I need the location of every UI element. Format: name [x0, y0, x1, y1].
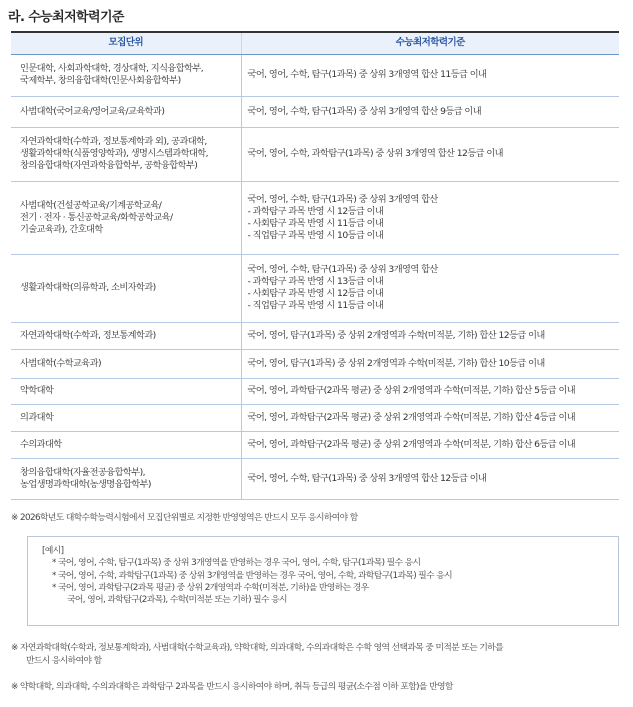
unit-text: 사범대학(건설공학교육/기계공학교육/	[20, 199, 162, 211]
unit-text: 의과대학	[20, 411, 54, 423]
criteria-cell	[241, 431, 619, 458]
unit-cell	[11, 322, 241, 349]
example-item: * 국어, 영어, 과학탐구(2과목 평균) 중 상위 2개영역과 수학(미적분, 기하)을 반영하는 경우	[52, 582, 369, 593]
example-item: * 국어, 영어, 수학, 탐구(1과목) 중 상위 3개영역을 반영하는 경우 국어, 영어, 수학, 탐구(1과목) 필수 응시	[52, 558, 421, 569]
criteria-text: - 직업탐구 과목 반영 시 10등급 이내	[247, 229, 384, 241]
criteria-table	[11, 31, 619, 500]
table-row	[11, 458, 619, 499]
table-row	[11, 254, 619, 322]
criteria-text: 국어, 영어, 수학, 탐구(1과목) 중 상위 3개영역 합산	[247, 264, 438, 275]
unit-text: 인문대학, 사회과학대학, 경상대학, 지식융합학부,	[20, 63, 204, 74]
section-title: 라. 수능최저학력기준	[8, 10, 124, 25]
table-row	[11, 378, 619, 404]
table-row	[11, 181, 619, 254]
unit-text: 국제학부, 창의융합대학(인문사회융합학부)	[20, 75, 181, 86]
unit-cell	[11, 431, 241, 458]
criteria-text: - 직업탐구 과목 반영 시 11등급 이내	[247, 300, 384, 311]
criteria-text: - 과학탐구 과목 반영 시 13등급 이내	[247, 276, 384, 287]
example-item: * 국어, 영어, 수학, 과학탐구(1과목) 중 상위 3개영역을 반영하는 경우 국어, 영어, 수학, 과학탐구(1과목) 필수 응시	[52, 570, 453, 581]
table-row	[11, 54, 619, 96]
table-row	[11, 322, 619, 349]
unit-cell	[11, 378, 241, 404]
criteria-text: 국어, 영어, 수학, 탐구(1과목) 중 상위 3개영역 합산 9등급 이내	[247, 105, 482, 117]
criteria-text: - 과학탐구 과목 반영 시 12등급 이내	[247, 205, 384, 217]
criteria-text: 국어, 영어, 수학, 탐구(1과목) 중 상위 3개영역 합산 11등급 이내	[247, 69, 487, 80]
criteria-cell	[241, 181, 619, 254]
criteria-cell	[241, 458, 619, 499]
header-criteria: 수능최저학력기준	[241, 32, 619, 54]
criteria-text: 국어, 영어, 수학, 과학탐구(1과목) 중 상위 3개영역 합산 12등급 이내	[247, 148, 503, 159]
criteria-cell	[241, 378, 619, 404]
unit-cell	[11, 181, 241, 254]
example-title: [예시]	[42, 546, 64, 556]
unit-text: 수의과대학	[20, 438, 62, 450]
unit-cell	[11, 458, 241, 499]
note-science-average: ※ 약학대학, 의과대학, 수의과대학은 과학탐구 2과목을 반드시 응시하여야 하며, 취득 등급의 평균(소수점 이하 포함)을 반영함	[11, 682, 453, 692]
criteria-text: 국어, 영어, 과학탐구(2과목 평균) 중 상위 2개영역과 수학(미적분, 기하) 합산 4등급 이내	[247, 411, 576, 423]
criteria-cell	[241, 404, 619, 431]
table-row	[11, 431, 619, 458]
example-box	[27, 536, 619, 626]
unit-cell	[11, 96, 241, 127]
criteria-cell	[241, 349, 619, 378]
unit-cell	[11, 404, 241, 431]
unit-text: 약학대학	[20, 385, 54, 396]
criteria-cell	[241, 322, 619, 349]
unit-cell	[11, 127, 241, 181]
unit-text: 생활과학대학(의류학과, 소비자학과)	[20, 282, 156, 293]
criteria-cell	[241, 96, 619, 127]
unit-text: 자연과학대학(수학과, 정보통계학과 외), 공과대학,	[20, 136, 207, 147]
unit-cell	[11, 349, 241, 378]
unit-text: 농업생명과학대학(농생명융합학부)	[20, 478, 151, 490]
unit-text: 사범대학(국어교육/영어교육/교육학과)	[20, 105, 165, 117]
note-math-line2: 반드시 응시하여야 함	[26, 656, 102, 666]
unit-text: 창의융합대학(자연과학융합학부, 공학융합학부)	[20, 160, 198, 171]
table-row	[11, 404, 619, 431]
table-row	[11, 349, 619, 378]
table-header-row	[11, 32, 619, 54]
example-item-continuation: 국어, 영어, 과학탐구(2과목), 수학(미적분 또는 기하) 필수 응시	[67, 595, 287, 606]
unit-cell	[11, 54, 241, 96]
unit-text: 창의융합대학(자율전공융합학부),	[20, 466, 145, 478]
unit-text: 생활과학대학(식품영양학과), 생명시스템과학대학,	[20, 148, 209, 159]
unit-text: 기술교육과), 간호대학	[20, 223, 103, 235]
criteria-text: - 사회탐구 과목 반영 시 11등급 이내	[247, 217, 384, 229]
note-required-subjects: ※ 2026학년도 대학수학능력시험에서 모집단위별로 지정한 반영영역은 반드시 모두 응시하여야 함	[11, 513, 358, 523]
unit-cell	[11, 254, 241, 322]
unit-text: 전기 · 전자 · 통신공학교육/화학공학교육/	[20, 211, 173, 223]
criteria-text: 국어, 영어, 탐구(1과목) 중 상위 2개영역과 수학(미적분, 기하) 합산 10등급 이내	[247, 357, 545, 369]
unit-text: 사범대학(수학교육과)	[20, 357, 101, 369]
note-math-subjects	[11, 642, 621, 668]
table-row	[11, 127, 619, 181]
unit-text: 자연과학대학(수학과, 정보통계학과)	[20, 329, 156, 341]
criteria-text: 국어, 영어, 과학탐구(2과목 평균) 중 상위 2개영역과 수학(미적분, 기하) 합산 6등급 이내	[247, 438, 576, 450]
criteria-cell	[241, 254, 619, 322]
table-row	[11, 96, 619, 127]
header-unit: 모집단위	[11, 32, 241, 54]
criteria-text: - 사회탐구 과목 반영 시 12등급 이내	[247, 288, 384, 299]
criteria-cell	[241, 54, 619, 96]
criteria-text: 국어, 영어, 수학, 탐구(1과목) 중 상위 3개영역 합산	[247, 193, 438, 205]
criteria-text: 국어, 영어, 탐구(1과목) 중 상위 2개영역과 수학(미적분, 기하) 합산 12등급 이내	[247, 329, 545, 341]
criteria-cell	[241, 127, 619, 181]
criteria-text: 국어, 영어, 과학탐구(2과목 평균) 중 상위 2개영역과 수학(미적분, 기하) 합산 5등급 이내	[247, 385, 576, 396]
note-math-line1: ※ 자연과학대학(수학과, 정보통계학과), 사범대학(수학교육과), 약학대학, 의과대학, 수의과대학은 수학 영역 선택과목 중 미적분 또는 기하를	[11, 643, 504, 653]
criteria-text: 국어, 영어, 수학, 탐구(1과목) 중 상위 3개영역 합산 12등급 이내	[247, 472, 487, 484]
